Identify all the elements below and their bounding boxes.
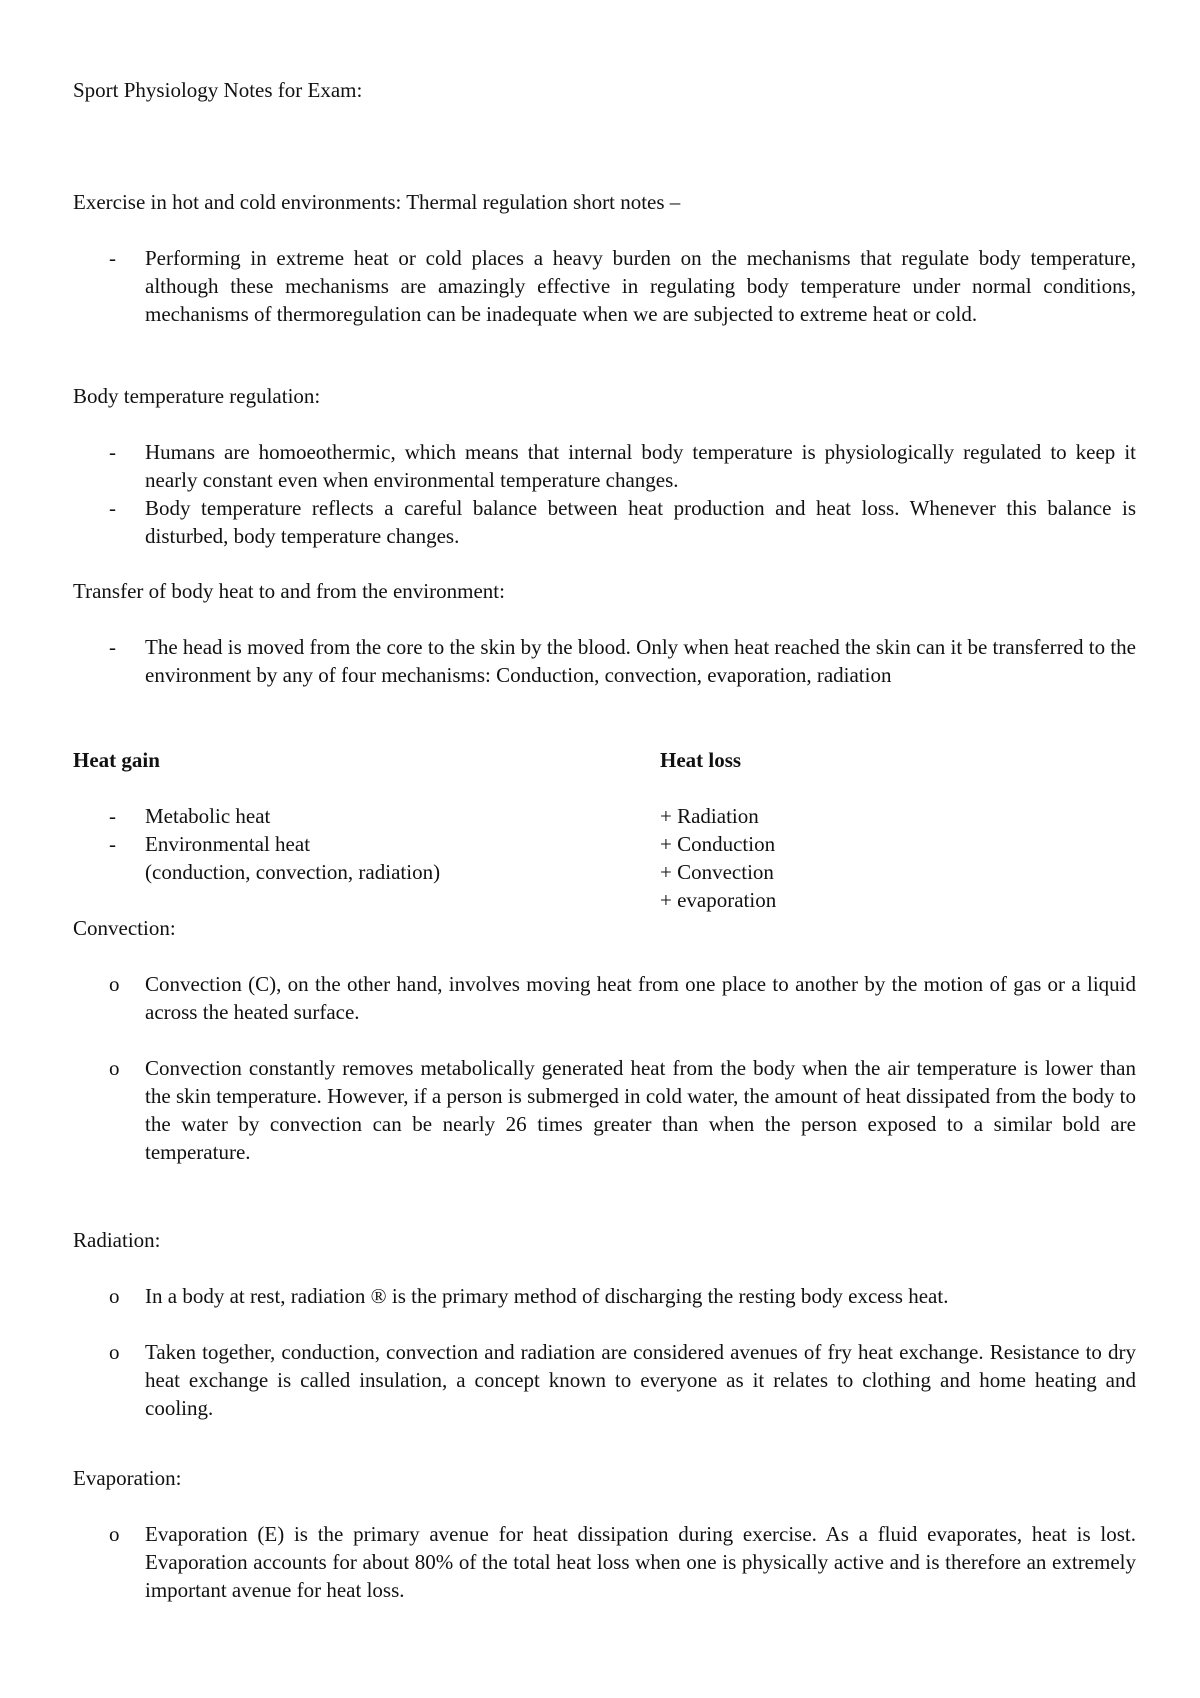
list-item-text: Body temperature reflects a careful balance between heat production and heat loss. Whenever this balance is disturbed, body temperature changes. (145, 496, 1136, 548)
list-item (73, 830, 633, 858)
heat-loss-list (660, 802, 776, 914)
dash-marker: - (109, 246, 116, 270)
evaporation-list (73, 1520, 1136, 1604)
list-item: + Conduction (660, 832, 776, 856)
list-item-text: (conduction, convection, radiation) (145, 860, 441, 884)
body-temperature-list (73, 438, 1136, 550)
list-item-subnote (73, 858, 633, 886)
list-item-text: Environmental heat (145, 832, 311, 856)
list-item: + Radiation (660, 804, 759, 828)
heat-gain-list (73, 802, 633, 886)
section-heading-convection: Convection: (73, 916, 176, 940)
list-item (73, 494, 1136, 550)
circle-marker: o (109, 1056, 120, 1080)
dash-marker: - (109, 440, 116, 464)
list-item-text: Humans are homoeothermic, which means that internal body temperature is physiologically regulated to keep it nearly constant even when environmental temperature changes. (145, 440, 1136, 492)
intro-line: Exercise in hot and cold environments: Thermal regulation short notes – (73, 190, 681, 214)
dash-marker: - (109, 804, 116, 828)
radiation-list (73, 1282, 1136, 1422)
list-item-text: Performing in extreme heat or cold places a heavy burden on the mechanisms that regulate body temperature, although these mechanisms are amazingly effective in regulating body temperature under normal conditions, mechanisms of thermoregulation can be inadequate when we are subjected to extreme heat or cold. (145, 246, 1136, 326)
list-item (73, 438, 1136, 494)
heat-gain-heading: Heat gain (73, 748, 160, 772)
list-item-text: Taken together, conduction, convection and radiation are considered avenues of fry heat exchange. Resistance to dry heat exchange is called insulation, a concept known to everyone as it relates to clothing and home heating and cooling. (145, 1340, 1136, 1420)
dash-marker: - (109, 832, 116, 856)
circle-marker: o (109, 1340, 120, 1364)
list-item (73, 244, 1136, 328)
list-item (73, 1282, 1136, 1310)
heat-loss-heading: Heat loss (660, 748, 742, 772)
dash-marker: - (109, 496, 116, 520)
convection-list (73, 970, 1136, 1166)
circle-marker: o (109, 972, 120, 996)
list-item: + evaporation (660, 888, 777, 912)
list-item-text: Convection constantly removes metabolically generated heat from the body when the air temperature is lower than the skin temperature. However, if a person is submerged in cold water, the amount of heat dissipated from the body to the water by convection can be nearly 26 times greater than when the person exposed to a similar bold are temperature. (145, 1056, 1136, 1164)
thermal-bullet-list (73, 244, 1136, 328)
list-item-text: In a body at rest, radiation ® is the primary method of discharging the resting body excess heat. (145, 1284, 949, 1308)
circle-marker: o (109, 1284, 120, 1308)
section-heading-body-temperature: Body temperature regulation: (73, 384, 321, 408)
list-item (73, 970, 1136, 1026)
section-heading-transfer: Transfer of body heat to and from the environment: (73, 579, 505, 603)
list-item-text: Metabolic heat (145, 804, 271, 828)
list-item-text: The head is moved from the core to the skin by the blood. Only when heat reached the skin can it be transferred to the environment by any of four mechanisms: Conduction, convection, evaporation, radiation (145, 635, 1136, 687)
list-item (73, 1338, 1136, 1422)
dash-marker: - (109, 635, 116, 659)
section-heading-evaporation: Evaporation: (73, 1466, 182, 1490)
list-item-text: Convection (C), on the other hand, involves moving heat from one place to another by the motion of gas or a liquid across the heated surface. (145, 972, 1136, 1024)
list-item (73, 633, 1136, 689)
list-item-text: Evaporation (E) is the primary avenue for heat dissipation during exercise. As a fluid evaporates, heat is lost. Evaporation accounts for about 80% of the total heat loss when one is physically active and is therefore an extremely important avenue for heat loss. (145, 1522, 1136, 1602)
document-title: Sport Physiology Notes for Exam: (73, 78, 363, 102)
list-item (73, 1520, 1136, 1604)
circle-marker: o (109, 1522, 120, 1546)
list-item (73, 802, 633, 830)
list-item: + Convection (660, 860, 774, 884)
section-heading-radiation: Radiation: (73, 1228, 161, 1252)
transfer-list (73, 633, 1136, 689)
list-item (73, 1054, 1136, 1166)
